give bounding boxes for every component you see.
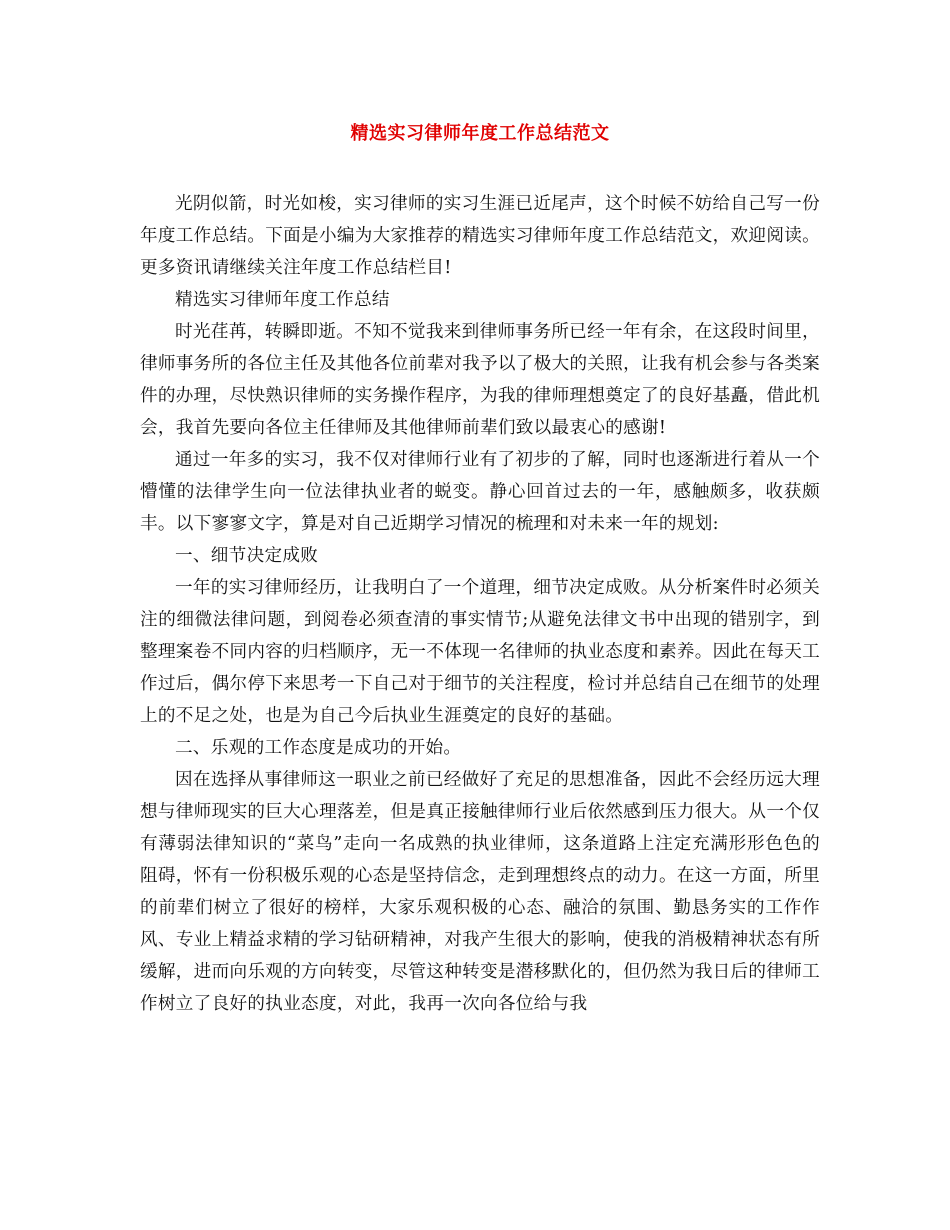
document-title: 精选实习律师年度工作总结范文 (350, 123, 610, 144)
section-heading-1: 一、细节决定成败 (175, 546, 319, 566)
paragraph-body-4: 因在选择从事律师这一职业之前已经做好了充足的思想准备，因此不会经历远大理想与律师现实的巨大心理落差，但是真正接触律师行业后依然感到压力很大。从一个仅有薄弱法律知识的“菜鸟”走向一名成熟的执业律师，这条道路上注定充满形形色色的阻碍，怀有一份积极乐观的心态是坚持信念，走到理想终点的动力。在这一方面，所里的前辈们树立了很好的榜样，大家乐观积极的心态、融洽的氛围、勤恳务实的工作作风、专业上精益求精的学习钻研精神，对我产生很大的影响，使我的消极精神状态有所缓解，进而向乐观的方向转变，尽管这种转变是潜移默化的，但仍然为我日后的律师工作树立了良好的执业态度，对此，我再一次向各位给与我 (140, 770, 820, 1014)
section-heading-2: 二、乐观的工作态度是成功的开始。 (175, 738, 462, 758)
paragraph-body-2: 通过一年多的实习，我不仅对律师行业有了初步的了解，同时也逐渐进行着从一个懵懂的法律学生向一位法律执业者的蜕变。静心回首过去的一年，感触颇多，收获颇丰。以下寥寥文字，算是对自己近期学习情况的梳理和对未来一年的规划: (140, 450, 820, 534)
document-page (140, 118, 820, 1020)
paragraph-body-1: 时光荏苒，转瞬即逝。不知不觉我来到律师事务所已经一年有余，在这段时间里，律师事务所的各位主任及其他各位前辈对我予以了极大的关照，让我有机会参与各类案件的办理，尽快熟识律师的实务操作程序，为我的律师理想奠定了的良好基矗，借此机会，我首先要向各位主任律师及其他律师前辈们致以最衷心的感谢! (140, 322, 820, 438)
paragraph-subtitle: 精选实习律师年度工作总结 (175, 290, 390, 310)
paragraph-intro: 光阴似箭，时光如梭，实习律师的实习生涯已近尾声，这个时候不妨给自己写一份年度工作总结。下面是小编为大家推荐的精选实习律师年度工作总结范文，欢迎阅读。更多资讯请继续关注年度工作总结栏目! (140, 194, 820, 278)
paragraph-body-3: 一年的实习律师经历，让我明白了一个道理，细节决定成败。从分析案件时必须关注的细微法律问题，到阅卷必须查清的事实情节;从避免法律文书中出现的错别字，到整理案卷不同内容的归档顺序，无一不体现一名律师的执业态度和素养。因此在每天工作过后，偶尔停下来思考一下自己对于细节的关注程度，检讨并总结自己在细节的处理上的不足之处，也是为自己今后执业生涯奠定的良好的基础。 (140, 578, 820, 726)
